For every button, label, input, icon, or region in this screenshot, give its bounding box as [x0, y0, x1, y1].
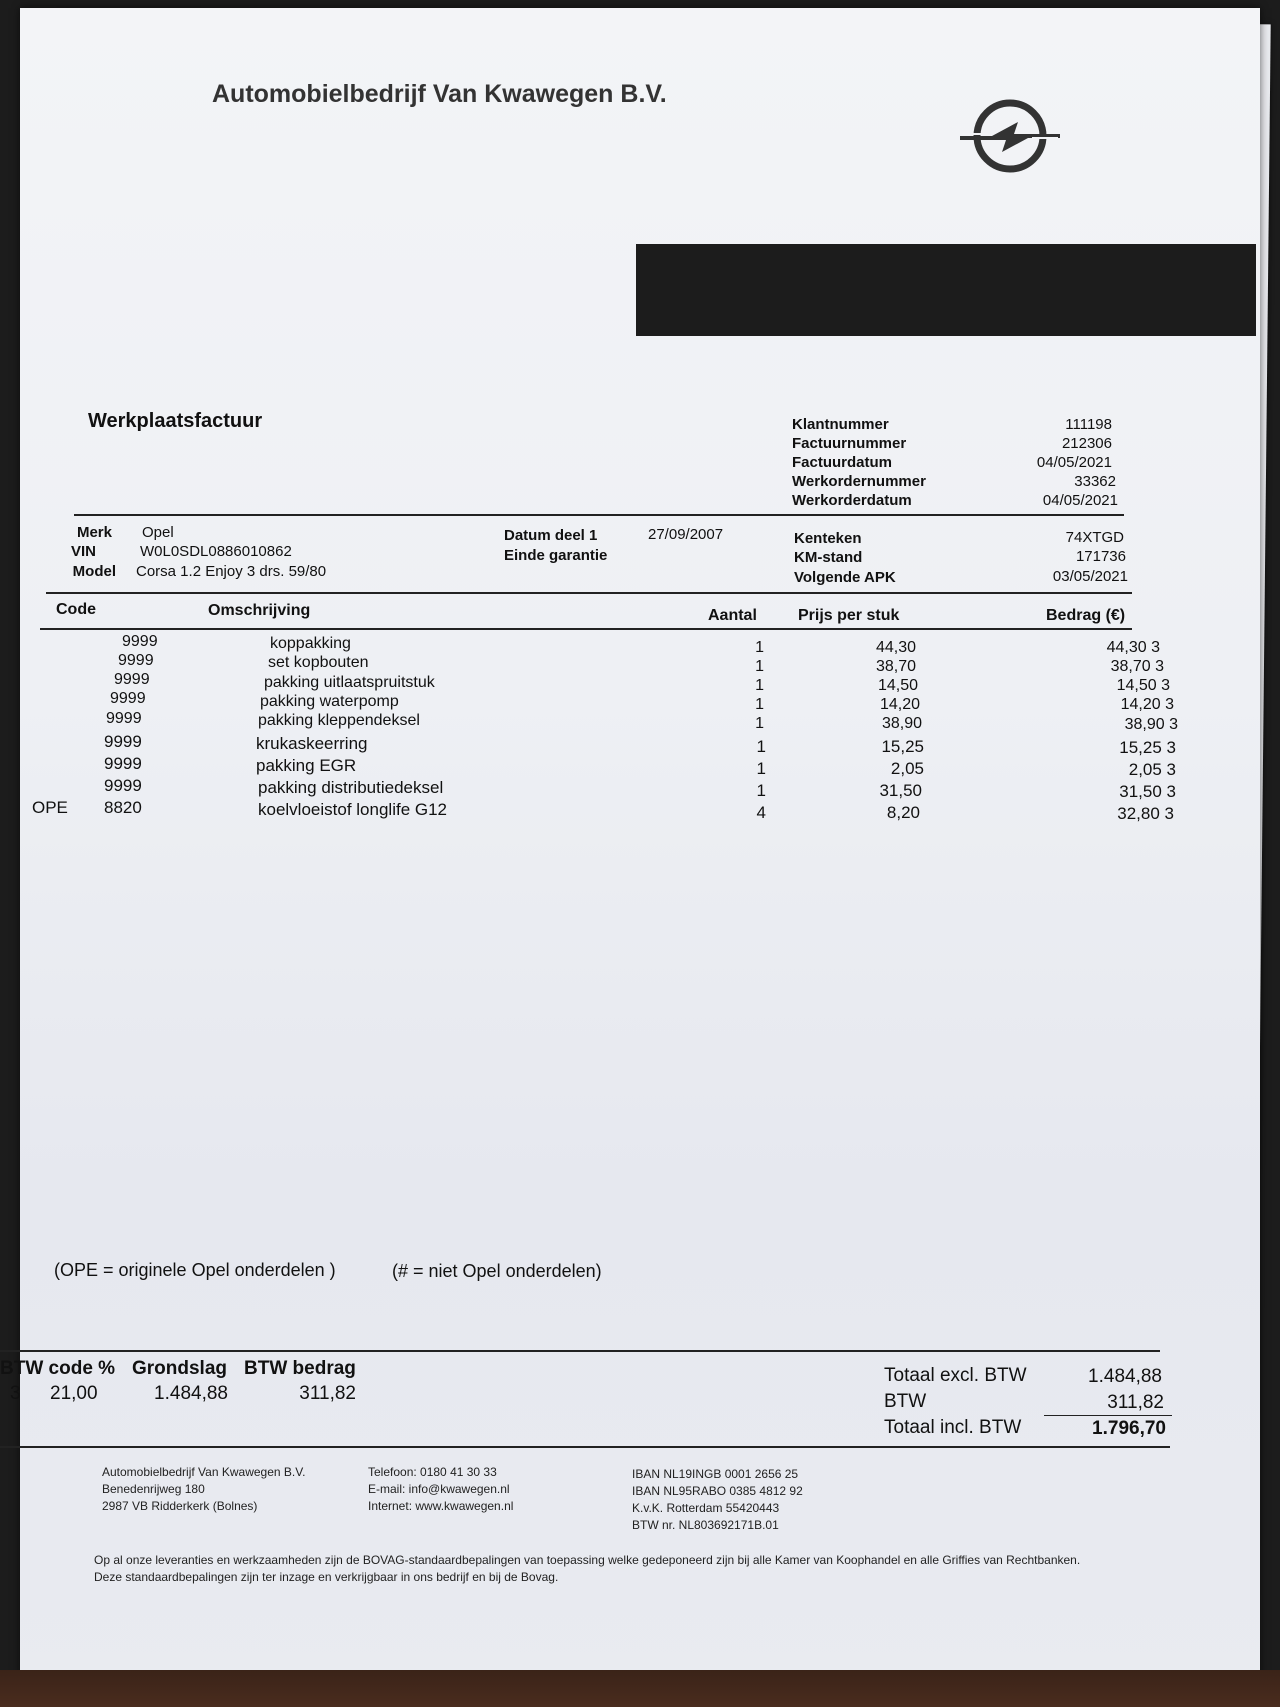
btw-pct: 21,00 [50, 1383, 98, 1404]
btw-bedrag: 311,82 [299, 1383, 356, 1404]
total-btw-label: BTW [884, 1391, 927, 1412]
item-amount: 15,25 3 [1119, 738, 1176, 757]
note-hash: (# = niet Opel onderdelen) [392, 1261, 602, 1281]
footer-legal-line: Deze standaardbepalingen zijn ter inzage en verkrijgbaar in ons bedrijf en bij de Bovag. [94, 1570, 559, 1584]
divider [0, 1446, 1170, 1448]
meta-label: Werkorderdatum [792, 492, 912, 509]
model-value: Corsa 1.2 Enjoy 3 drs. 59/80 [136, 563, 327, 580]
item-qty: 1 [755, 696, 764, 713]
item-amount: 44,30 3 [1106, 639, 1160, 656]
item-price: 2,05 [890, 759, 924, 778]
item-amount: 38,90 3 [1124, 716, 1178, 733]
note-ope: (OPE = originele Opel onderdelen ) [54, 1260, 336, 1280]
item-price: 8,20 [886, 803, 920, 822]
item-price: 15,25 [881, 737, 924, 756]
km-value: 171736 [1075, 548, 1126, 565]
vin-label: VIN [70, 543, 96, 560]
einde-garantie-label: Einde garantie [504, 547, 608, 564]
meta-value: 111198 [1065, 416, 1112, 433]
meta-label: Factuurnummer [792, 435, 907, 452]
item-code: 9999 [118, 652, 154, 669]
item-desc: krukaskeerring [256, 734, 368, 753]
item-qty: 1 [755, 715, 764, 732]
item-code: 9999 [104, 732, 142, 751]
item-desc: pakking uitlaatspruitstuk [264, 674, 435, 691]
merk-value: Opel [142, 524, 174, 541]
item-desc: pakking kleppendeksel [258, 712, 420, 729]
footer-line: BTW nr. NL803692171B.01 [632, 1518, 779, 1532]
item-qty: 1 [756, 781, 766, 800]
meta-value: 04/05/2021 [1042, 492, 1118, 509]
meta-label: Werkordernummer [792, 473, 926, 490]
footer-line: 2987 VB Ridderkerk (Bolnes) [102, 1499, 258, 1513]
item-desc: pakking waterpomp [260, 693, 399, 710]
item-desc: koelvloeistof longlife G12 [258, 800, 448, 819]
apk-label: Volgende APK [794, 569, 896, 586]
vin-value: W0L0SDL0886010862 [140, 543, 292, 560]
footer-line: K.v.K. Rotterdam 55420443 [632, 1501, 780, 1515]
item-amount: 14,20 3 [1120, 696, 1174, 713]
divider [40, 628, 1132, 630]
footer-line: IBAN NL95RABO 0385 4812 92 [632, 1484, 803, 1498]
opel-logo-icon [958, 98, 1062, 174]
footer-line: Internet: www.kwawegen.nl [368, 1499, 514, 1513]
btw-head-bedrag: BTW bedrag [244, 1358, 356, 1379]
footer-line: Telefoon: 0180 41 30 33 [368, 1465, 497, 1479]
footer-line: IBAN NL19INGB 0001 2656 25 [632, 1467, 799, 1481]
footer-line: E-mail: info@kwawegen.nl [368, 1482, 510, 1496]
item-amount: 38,70 3 [1110, 658, 1164, 675]
col-omschrijving: Omschrijving [208, 602, 311, 619]
kenteken-label: Kenteken [794, 530, 862, 547]
item-amount: 2,05 3 [1128, 760, 1176, 779]
footer-contact [368, 1464, 513, 1515]
item-price: 14,50 [877, 677, 918, 694]
col-bedrag: Bedrag (€) [1046, 607, 1126, 624]
footer-bank [632, 1466, 803, 1534]
datum-deel1-label: Datum deel 1 [504, 527, 598, 544]
total-excl-value: 1.484,88 [1088, 1366, 1162, 1387]
item-price: 44,30 [875, 639, 916, 656]
total-btw-value: 311,82 [1107, 1392, 1164, 1413]
item-code: 9999 [104, 776, 142, 795]
total-excl-label: Totaal excl. BTW [884, 1365, 1027, 1386]
total-incl-value: 1.796,70 [1092, 1418, 1166, 1439]
meta-value: 33362 [1074, 473, 1116, 490]
item-price: 38,90 [881, 715, 922, 732]
km-label: KM-stand [794, 549, 863, 566]
kenteken-value: 74XTGD [1065, 529, 1124, 546]
item-price: 31,50 [879, 781, 922, 800]
item-code: 9999 [110, 690, 146, 707]
divider [0, 1350, 1160, 1352]
item-code: 8820 [104, 798, 142, 817]
total-underline [1044, 1415, 1172, 1416]
item-desc: pakking distributiedeksel [258, 778, 444, 797]
item-amount: 14,50 3 [1116, 677, 1170, 694]
meta-value: 04/05/2021 [1036, 454, 1112, 471]
item-qty: 1 [756, 759, 766, 778]
item-desc: koppakking [270, 635, 351, 652]
document-title: Werkplaatsfactuur [88, 410, 263, 432]
btw-grondslag: 1.484,88 [154, 1383, 228, 1404]
item-qty: 1 [755, 677, 764, 694]
item-desc: pakking EGR [256, 756, 357, 775]
item-qty: 1 [756, 737, 766, 756]
footer-address [102, 1464, 305, 1515]
item-qty: 4 [756, 803, 766, 822]
meta-value: 212306 [1061, 435, 1112, 452]
paper-fold-gap [636, 244, 1256, 336]
meta-label: Klantnummer [792, 416, 889, 433]
datum-deel1-value: 27/09/2007 [648, 526, 724, 543]
company-name: Automobielbedrijf Van Kwawegen B.V. [212, 80, 667, 108]
item-price: 14,20 [879, 696, 920, 713]
item-prefix: OPE [32, 798, 68, 817]
model-label: Model [72, 563, 116, 580]
divider [46, 592, 1132, 594]
btw-head-grondslag: Grondslag [132, 1358, 228, 1379]
footer-line: Benedenrijweg 180 [102, 1482, 205, 1496]
item-code: 9999 [104, 754, 142, 773]
apk-value: 03/05/2021 [1052, 568, 1128, 585]
footer-legal [94, 1552, 1080, 1586]
merk-label: Merk [76, 524, 112, 541]
col-prijs: Prijs per stuk [798, 607, 900, 624]
item-desc: set kopbouten [268, 654, 369, 671]
btw-head-code: BTW code % [0, 1358, 116, 1379]
item-code: 9999 [122, 633, 158, 650]
meta-label: Factuurdatum [792, 454, 893, 471]
total-incl-label: Totaal incl. BTW [884, 1417, 1022, 1438]
footer-legal-line: Op al onze leveranties en werkzaamheden zijn de BOVAG-standaardbepalingen van toepassing welke gedeponeerd zijn bij alle Kamer van Koophandel en alle Griffies van Rechtbanken. [94, 1553, 1081, 1567]
col-aantal: Aantal [708, 607, 757, 624]
item-qty: 1 [755, 639, 764, 656]
item-amount: 32,80 3 [1117, 804, 1174, 823]
item-price: 38,70 [875, 658, 916, 675]
item-qty: 1 [755, 658, 764, 675]
btw-code: 3 [10, 1383, 21, 1404]
col-code: Code [56, 601, 96, 618]
footer-line: Automobielbedrijf Van Kwawegen B.V. [102, 1465, 306, 1479]
table-surface [0, 1670, 1280, 1707]
item-amount: 31,50 3 [1119, 782, 1176, 801]
divider [74, 514, 1124, 516]
item-code: 9999 [114, 671, 150, 688]
item-code: 9999 [106, 710, 142, 727]
